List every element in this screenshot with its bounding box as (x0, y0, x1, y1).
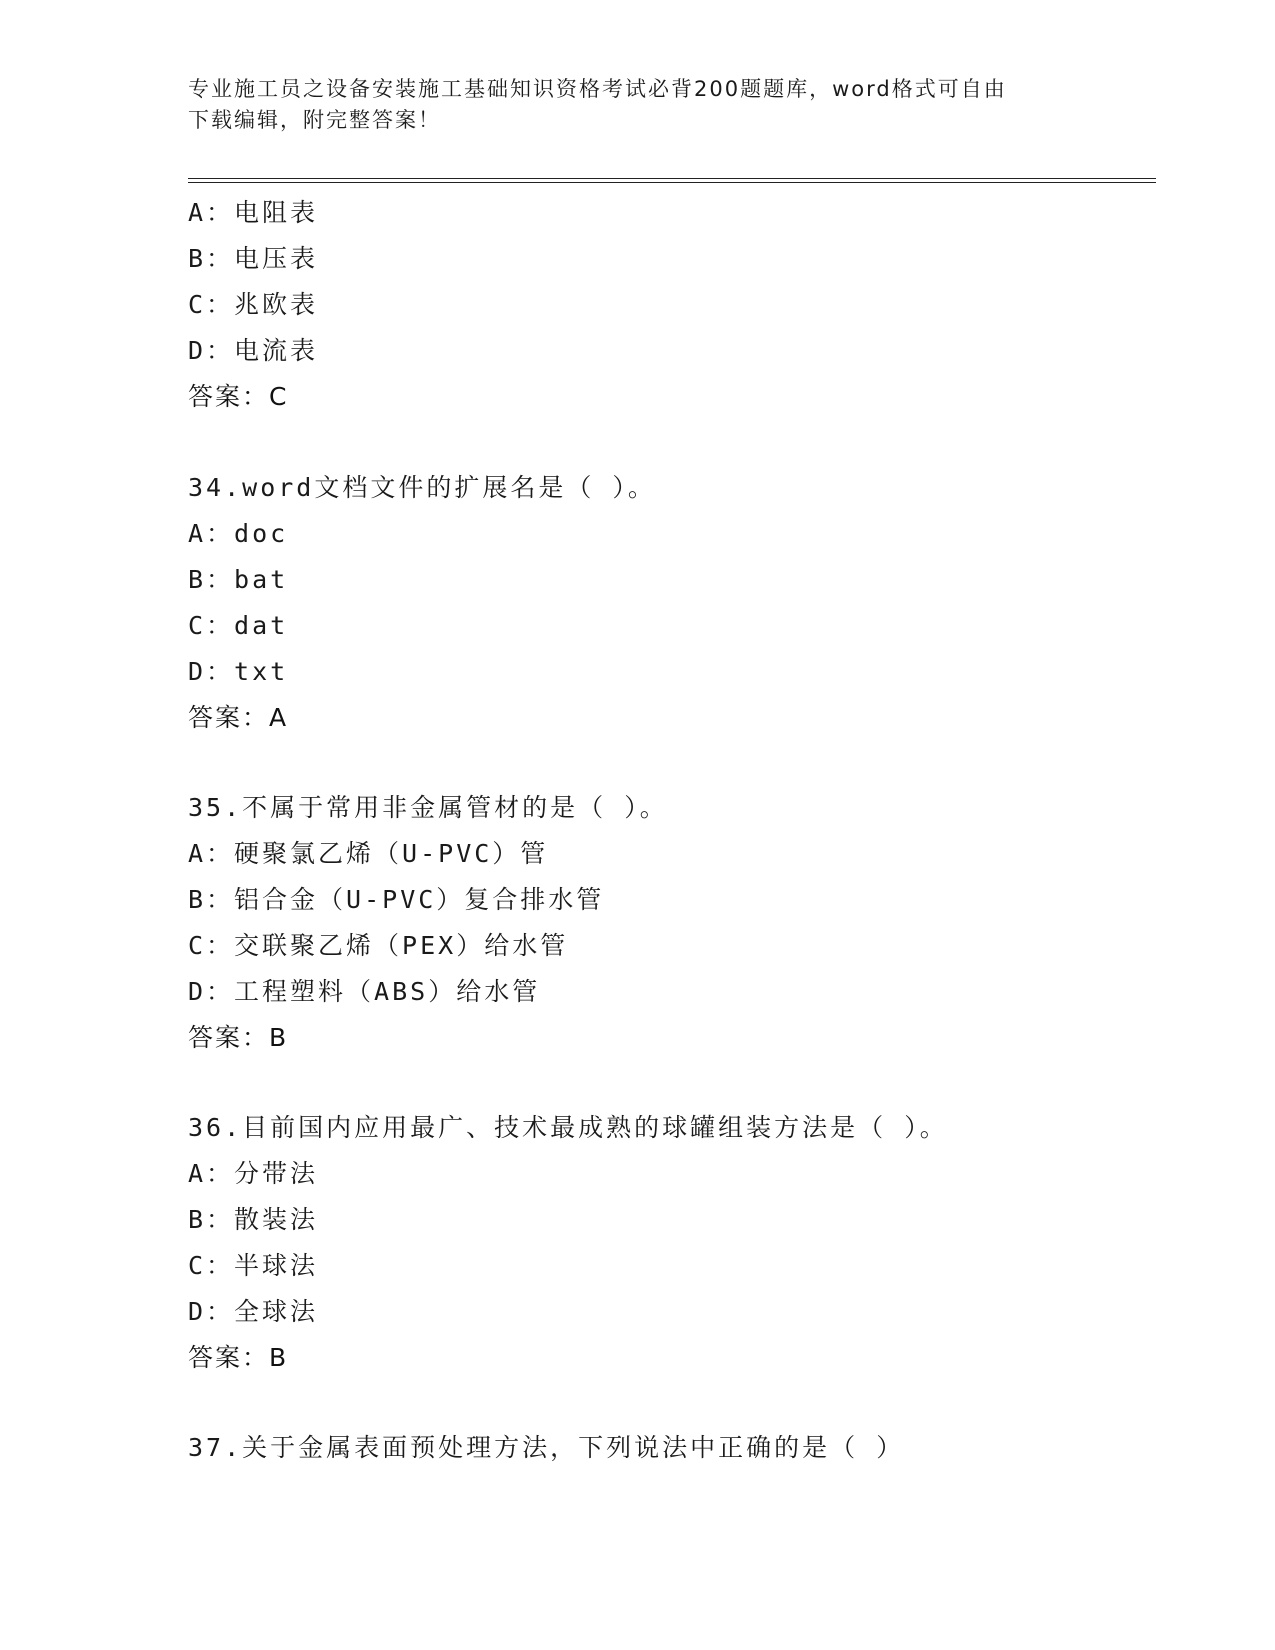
spacer (188, 1381, 1148, 1425)
question-text: 37.关于金属表面预处理方法，下列说法中正确的是（ ） (188, 1433, 905, 1462)
option-d: D：工程塑料（ABS）给水管 (188, 977, 541, 1006)
option-d: D：电流表 (188, 336, 319, 365)
question-text: 34.word文档文件的扩展名是（ ）。 (188, 473, 656, 502)
option-d: D：全球法 (188, 1297, 319, 1326)
option-a: A：分带法 (188, 1159, 319, 1188)
option-b: B：bat (188, 565, 289, 594)
option-c: C：交联聚乙烯（PEX）给水管 (188, 931, 569, 960)
question-33 (188, 190, 1148, 420)
option-c: C：dat (188, 611, 289, 640)
header-title-line-1: 专业施工员之设备安装施工基础知识资格考试必背200题题库，word格式可自由 (188, 77, 1007, 101)
answer: 答案：B (188, 1023, 289, 1052)
option-b: B：铝合金（U-PVC）复合排水管 (188, 885, 605, 914)
answer: 答案：B (188, 1343, 289, 1372)
answer: 答案：A (188, 703, 289, 732)
option-c: C：兆欧表 (188, 290, 319, 319)
option-b: B：电压表 (188, 244, 319, 273)
question-text: 36.目前国内应用最广、技术最成熟的球罐组装方法是（ ）。 (188, 1113, 948, 1142)
question-36 (188, 1105, 1148, 1381)
option-a: A：doc (188, 519, 289, 548)
option-d: D：txt (188, 657, 289, 686)
spacer (188, 1061, 1148, 1105)
answer: 答案：C (188, 382, 289, 411)
header-double-rule (188, 178, 1156, 183)
option-b: B：散装法 (188, 1205, 319, 1234)
option-a: A：硬聚氯乙烯（U-PVC）管 (188, 839, 549, 868)
question-37 (188, 1425, 1148, 1471)
question-35 (188, 785, 1148, 1061)
question-list (188, 190, 1148, 1471)
question-34 (188, 465, 1148, 741)
spacer (188, 741, 1148, 785)
option-a: A：电阻表 (188, 198, 319, 227)
header-title-line-2: 下载编辑，附完整答案！ (188, 108, 441, 132)
option-c: C：半球法 (188, 1251, 319, 1280)
spacer (188, 420, 1148, 465)
document-header (188, 74, 1068, 136)
question-text: 35.不属于常用非金属管材的是（ ）。 (188, 793, 668, 822)
